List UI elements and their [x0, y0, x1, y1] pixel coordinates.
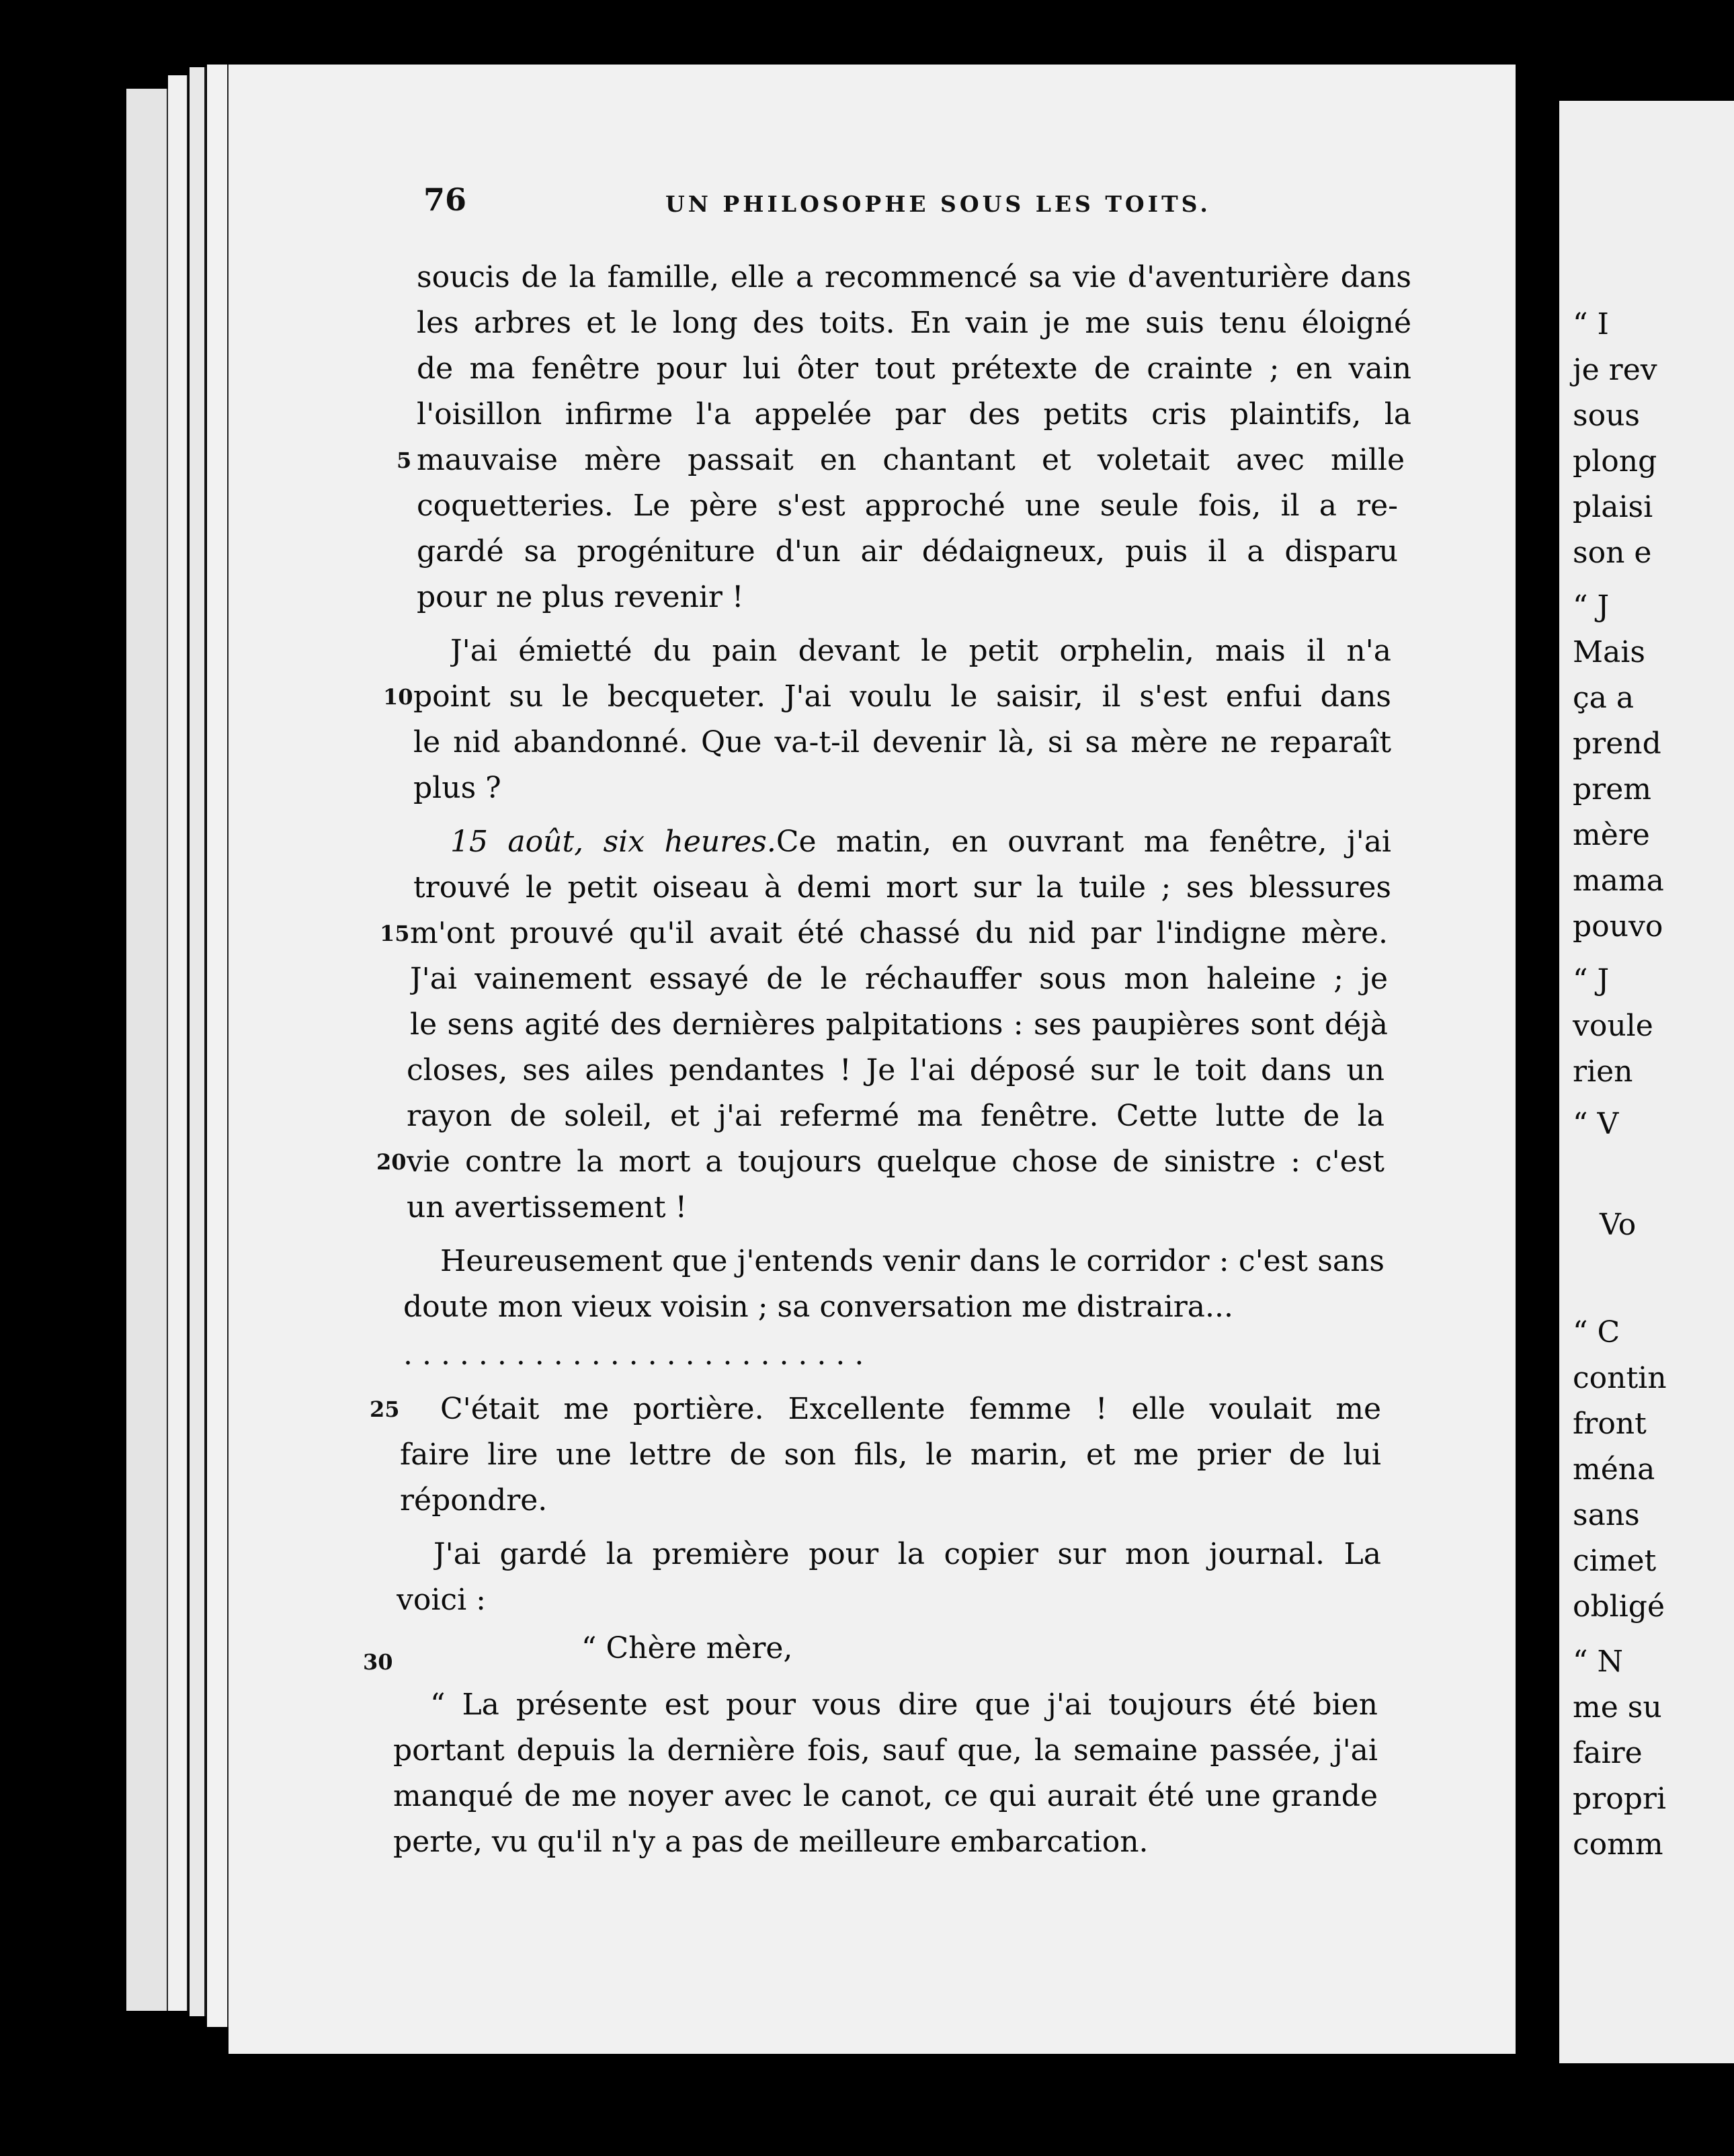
facing-line: comm — [1573, 1827, 1663, 1862]
text-line: manqué de me noyer avec le canot, ce qui aurait été une grande — [393, 1779, 1378, 1813]
running-title: UN PHILOSOPHE SOUS LES TOITS. — [665, 191, 1211, 217]
line-number: 10 — [383, 684, 413, 710]
text-line: J'ai vainement essayé de le réchauffer sous mon haleine ; je — [410, 962, 1388, 996]
date-heading: 15 août, six heures. — [450, 825, 776, 859]
book-spine — [1516, 81, 1553, 2070]
page-edge — [168, 75, 188, 2011]
line-number: 5 — [397, 448, 412, 473]
text-line: vie contre la mort a toujours quelque chose de sinistre : c'est — [407, 1145, 1385, 1179]
facing-line: propri — [1573, 1782, 1666, 1816]
text-line: J'ai émietté du pain devant le petit orphelin, mais il n'a — [450, 634, 1391, 668]
facing-line: rien — [1573, 1054, 1633, 1089]
facing-line: mère — [1573, 818, 1650, 852]
facing-line: obligé — [1573, 1589, 1665, 1624]
text-line: J'ai gardé la première pour la copier sur mon journal. La — [434, 1537, 1381, 1571]
facing-line: voule — [1573, 1009, 1653, 1043]
facing-line: “ J — [1573, 589, 1610, 624]
line-number: 15 — [380, 921, 410, 946]
text-line: Heureusement que j'entends venir dans le corridor : c'est sans — [440, 1244, 1385, 1278]
facing-line: “ I — [1573, 307, 1609, 341]
text-line: doute mon vieux voisin ; sa conversation me distraira... — [403, 1290, 1233, 1324]
facing-line: plong — [1573, 444, 1657, 479]
facing-line: contin — [1573, 1361, 1667, 1395]
facing-line: sous — [1573, 399, 1640, 433]
facing-line: Vo — [1600, 1208, 1637, 1242]
text-line: les arbres et le long des toits. En vain je me suis tenu éloigné — [417, 306, 1411, 340]
text-line: l'oisillon infirme l'a appelée par des petits cris plaintifs, la — [417, 397, 1411, 431]
facing-line: sans — [1573, 1498, 1640, 1532]
facing-line: faire — [1573, 1736, 1643, 1770]
text-line: mauvaise mère passait en chantant et voletait avec mille — [417, 443, 1405, 477]
facing-line: je rev — [1573, 353, 1657, 387]
text-line: gardé sa progéniture d'un air dédaigneux, puis il a disparu — [417, 534, 1398, 569]
facing-line: “ V — [1573, 1107, 1619, 1141]
facing-line: cimet — [1573, 1544, 1657, 1578]
facing-line: son e — [1573, 536, 1652, 570]
text-line: pour ne plus revenir ! — [417, 580, 744, 614]
text-line: rayon de soleil, et j'ai refermé ma fenêtre. Cette lutte de la — [407, 1099, 1385, 1133]
page-number: 76 — [423, 181, 467, 218]
facing-line: “ C — [1573, 1315, 1620, 1350]
text-line: faire lire une lettre de son fils, le marin, et me prier de lui — [400, 1438, 1381, 1472]
facing-line: ça a — [1573, 681, 1635, 715]
text-line: perte, vu qu'il n'y a pas de meilleure embarcation. — [393, 1825, 1149, 1859]
page-edge — [207, 65, 229, 2027]
facing-line: me su — [1573, 1690, 1662, 1725]
facing-line: Mais — [1573, 635, 1645, 669]
text-fragment: Ce matin, en ouvrant ma fenêtre, j'ai — [776, 825, 1391, 859]
text-line: point su le becqueter. J'ai voulu le saisir, il s'est enfui dans — [413, 679, 1391, 714]
text-line: coquetteries. Le père s'est approché une seule fois, il a re- — [417, 489, 1398, 523]
text-line: portant depuis la dernière fois, sauf que, la semaine passée, j'ai — [393, 1733, 1378, 1768]
facing-line: “ N — [1573, 1645, 1623, 1679]
page-header — [423, 181, 1405, 242]
text-line: trouvé le petit oiseau à demi mort sur la tuile ; ses blessures — [413, 870, 1391, 905]
facing-line: mama — [1573, 864, 1664, 898]
text-line: m'ont prouvé qu'il avait été chassé du nid par l'indigne mère. — [410, 916, 1388, 950]
text-line: le nid abandonné. Que va-t-il devenir là, si sa mère ne reparaît — [413, 725, 1391, 759]
text-line: voici : — [397, 1583, 486, 1617]
page-edge — [126, 89, 168, 2011]
facing-line: prend — [1573, 727, 1661, 761]
text-line: C'était me portière. Excellente femme ! elle voulait me — [440, 1392, 1381, 1426]
line-number: 25 — [370, 1397, 400, 1422]
facing-line: prem — [1573, 772, 1651, 806]
text-line: soucis de la famille, elle a recommencé sa vie d'aventurière dans — [417, 260, 1411, 294]
text-line: un avertissement ! — [407, 1190, 688, 1225]
text-line: plus ? — [413, 771, 501, 805]
dotted-separator: . . . . . . . . . . . . . . . . . . . . . . . . . — [403, 1340, 864, 1370]
text-line: répondre. — [400, 1483, 548, 1518]
text-line: closes, ses ailes pendantes ! Je l'ai déposé sur le toit dans un — [407, 1053, 1385, 1087]
text-line — [450, 820, 1391, 864]
line-number: 20 — [376, 1149, 407, 1175]
letter-salutation: “ Chère mère, — [581, 1631, 793, 1665]
page-edge — [190, 67, 206, 2016]
facing-line: front — [1573, 1407, 1647, 1441]
facing-line: plaisi — [1573, 490, 1653, 524]
text-line: le sens agité des dernières palpitations : ses paupières sont déjà — [410, 1007, 1388, 1042]
facing-line: pouvo — [1573, 909, 1663, 944]
facing-line: ména — [1573, 1452, 1655, 1487]
facing-page — [1559, 101, 1734, 2063]
line-number: 30 — [363, 1649, 393, 1675]
text-line: de ma fenêtre pour lui ôter tout prétexte de crainte ; en vain — [417, 351, 1411, 386]
text-line: “ La présente est pour vous dire que j'ai toujours été bien — [430, 1688, 1378, 1722]
facing-line: “ J — [1573, 963, 1610, 997]
